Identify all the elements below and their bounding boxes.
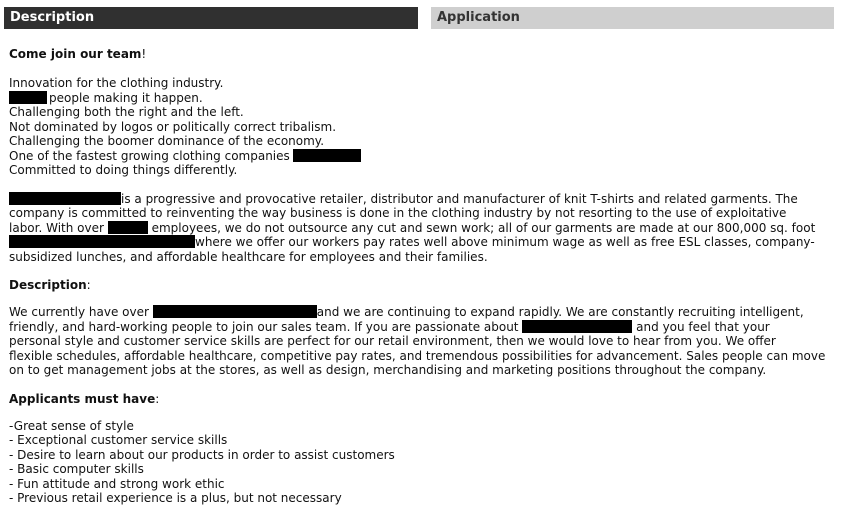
redaction-bar [293,149,361,162]
intro-block [9,76,831,178]
intro-line: Challenging the boomer dominance of the economy. [9,134,325,148]
description-paragraph: We currently have over and we are continuing to expand rapidly. We are constantly recruiting intelligent, friendly, and hard-working people to join our sales team. If you are passionate about and you feel that your personal style and customer service skills are perfect for our retail environment, then we would love to hear from you. We offer flexible schedules, affordable healthcare, competitive pay rates, and tremendous possibilities for advancement. Sales people can move on to get management jobs at the stores, as well as design, merchandising and marketing positions throughout the company. [9,305,826,377]
intro-line: people making it happen. [9,91,831,106]
redaction-bar [522,320,632,333]
section-heading-join: Come join our team! [9,47,147,61]
list-item: - Fun attitude and strong work ethic [9,476,225,491]
requirements-list [9,419,831,506]
intro-line: Challenging both the right and the left. [9,105,244,119]
redaction-bar [108,221,148,234]
list-item: - Previous retail experience is a plus, but not necessary [9,491,342,505]
list-item: - Desire to learn about our products in order to assist customers [9,447,395,462]
list-item: - Basic computer skills [9,462,144,476]
intro-line: Innovation for the clothing industry. [9,76,224,90]
job-description-content [9,47,831,506]
tab-description[interactable]: Description [4,7,418,29]
section-heading-description: Description: [9,278,91,292]
redaction-bar [153,305,317,318]
redaction-bar [9,235,195,248]
redaction-bar [9,91,47,104]
redaction-bar [9,192,121,205]
about-paragraph: is a progressive and provocative retailer, distributor and manufacturer of knit T-shirts and related garments. The company is committed to reinventing the way business is done in the clothing industry by not resorting to the use of exploitative labor. With over employees, we do not outsource any cut and sewn work; all of our garments are made at our 800,000 sq. foot where we offer our workers pay rates well above minimum wage as well as free ESL classes, company- subsidized lunches, and affordable healthcare for employees and their families. [9,191,816,264]
list-item: -Great sense of style [9,418,134,433]
tab-application[interactable]: Application [431,7,834,29]
section-heading-applicants: Applicants must have: [9,391,160,406]
intro-line: Not dominated by logos or politically correct tribalism. [9,119,337,134]
intro-line: One of the fastest growing clothing companies [9,149,831,164]
list-item: - Exceptional customer service skills [9,433,228,447]
intro-line: Committed to doing things differently. [9,163,238,177]
